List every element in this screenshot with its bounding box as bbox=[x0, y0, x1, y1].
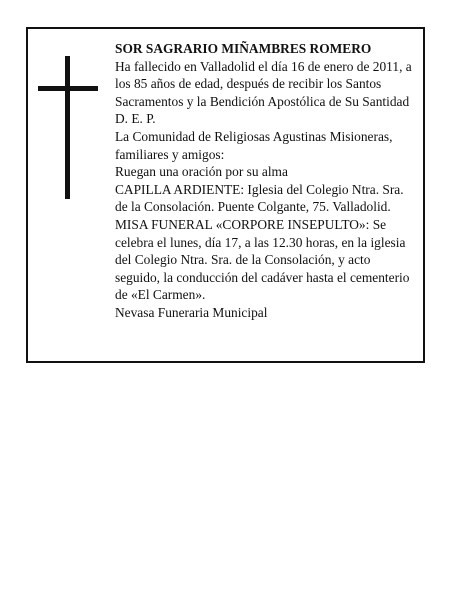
notice-line: familiares y amigos: bbox=[115, 146, 225, 162]
notice-line: celebra el lunes, día 17, a las 12.30 horas, en la iglesia bbox=[115, 234, 406, 250]
notice-line: de «El Carmen». bbox=[115, 287, 206, 303]
notice-body bbox=[115, 40, 427, 322]
cross-icon bbox=[38, 56, 98, 199]
notice-line: Ruegan una oración por su alma bbox=[115, 164, 288, 180]
cross-horizontal-bar bbox=[38, 86, 98, 91]
obituary-notice bbox=[26, 27, 425, 363]
notice-line: del Colegio Ntra. Sra. de la Consolación, y acto bbox=[115, 252, 371, 268]
notice-line: CAPILLA ARDIENTE: Iglesia del Colegio Ntra. Sra. bbox=[115, 181, 404, 197]
notice-line: MISA FUNERAL «CORPORE INSEPULTO»: Se bbox=[115, 216, 387, 232]
notice-line: los 85 años de edad, después de recibir los Santos bbox=[115, 76, 382, 92]
notice-line: Sacramentos y la Bendición Apostólica de Su Santidad bbox=[115, 93, 410, 109]
notice-line: Ha fallecido en Valladolid el día 16 de enero de 2011, a bbox=[115, 58, 412, 74]
notice-line: D. E. P. bbox=[115, 111, 156, 127]
notice-line: seguido, la conducción del cadáver hasta el cementerio bbox=[115, 269, 410, 285]
funeral-home: Nevasa Funeraria Municipal bbox=[115, 304, 268, 320]
notice-line: La Comunidad de Religiosas Agustinas Misioneras, bbox=[115, 128, 393, 144]
deceased-name: SOR SAGRARIO MIÑAMBRES ROMERO bbox=[115, 41, 372, 56]
cross-vertical-bar bbox=[65, 56, 70, 199]
notice-line: de la Consolación. Puente Colgante, 75. Valladolid. bbox=[115, 199, 391, 215]
